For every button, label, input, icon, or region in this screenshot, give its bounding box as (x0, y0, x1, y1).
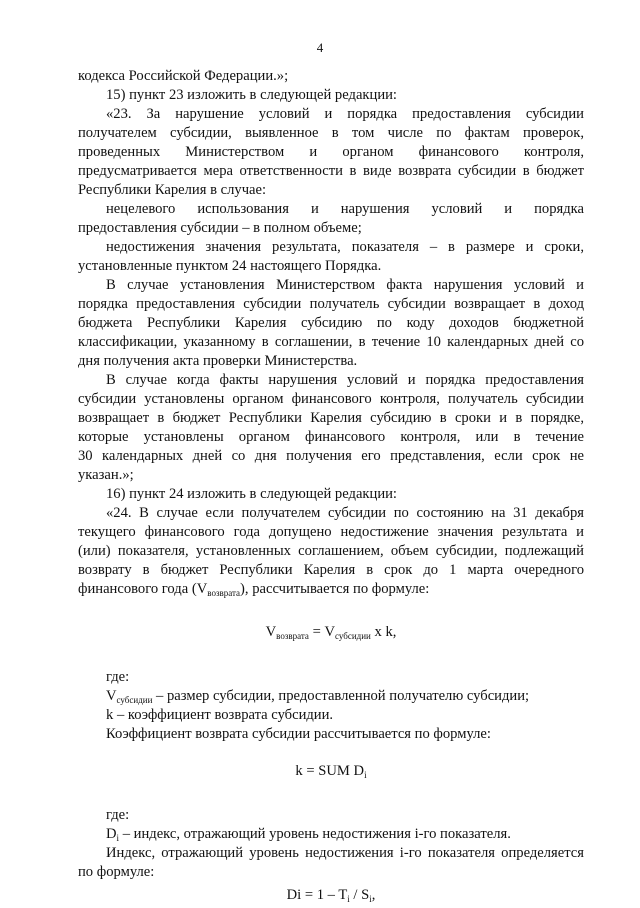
text-line: Республики Карелия в случае: (78, 182, 267, 198)
text-line: «24. В случае если получателем субсидии по состоянию на 31 декабря (106, 505, 584, 521)
text-line: «23. За нарушение условий и порядка предоставления субсидии (106, 106, 584, 122)
text-line: дня получения акта проверки Министерства. (78, 353, 358, 369)
formula-part: V (106, 688, 117, 704)
text-line: кодекса Российской Федерации.»; (78, 68, 289, 84)
text-line: указан.»; (78, 467, 134, 483)
subscript: i (364, 770, 367, 780)
text-line: проведенных Министерством и органом финансового контроля, (78, 144, 584, 160)
subscript: субсидии (335, 631, 371, 641)
text-line: Индекс, отражающий уровень недостижения i-го показателя определяется (106, 845, 584, 861)
subscript: i (347, 894, 350, 904)
text-line: недостижения значения результата, показателя – в размере и сроки, (106, 239, 584, 255)
text-line: В случае установления Министерством факта нарушения условий и (106, 277, 584, 293)
subscript: i (116, 833, 120, 843)
text-fragment: – размер субсидии, предоставленной получателю субсидии; (152, 688, 530, 704)
formula-part: k = SUM D (295, 763, 365, 779)
page-number: 4 (316, 40, 324, 55)
text-line: получателем субсидии, выявленное в том числе по фактам проверок, (78, 125, 584, 141)
text-line: по формуле: (78, 864, 155, 880)
subscript: i (369, 894, 372, 904)
formula-return-volume (78, 623, 584, 645)
subscript: возврата (207, 588, 241, 598)
formula-part: V (265, 624, 277, 640)
formula-part: Di = 1 – T (286, 887, 348, 903)
text-line: субсидии установлены органом финансового контроля, получатель субсидии (78, 391, 584, 407)
text-fragment: ), рассчитывается по формуле: (240, 581, 430, 597)
text-line: предоставления субсидии – в полном объеме; (78, 220, 362, 236)
text-line: установленные пунктом 24 настоящего Порядка. (78, 258, 382, 274)
text-line: где: (106, 807, 130, 823)
formula-part: x k, (370, 624, 397, 640)
subscript: субсидии (116, 695, 153, 705)
text-line: 16) пункт 24 изложить в следующей редакции: (106, 486, 397, 502)
text-line: которые установлены органом финансового контроля, или в течение (78, 429, 584, 445)
text-fragment: – индекс, отражающий уровень недостижения i-го показателя. (119, 826, 511, 842)
formula-coefficient (78, 762, 584, 784)
text-line: В случае когда факты нарушения условий и порядка предоставления (106, 372, 584, 388)
text-line: (или) показателя, установленных соглашением, объем субсидии, подлежащий (78, 543, 584, 559)
text-line: порядка предоставления субсидии получатель субсидии возвращает в доход (78, 296, 584, 312)
text-line: бюджета Республики Карелия субсидию по коду доходов бюджетной (78, 315, 584, 331)
formula-part: = V (308, 624, 335, 640)
text-line: 30 календарных дней со дня получения его представления, если срок не (78, 448, 584, 464)
text-line: 15) пункт 23 изложить в следующей редакции: (106, 87, 397, 103)
text-line (78, 580, 584, 602)
text-line: предусматривается мера ответственности в виде возврата субсидии в бюджет (78, 163, 584, 179)
text-line: Коэффициент возврата субсидии рассчитывается по формуле: (106, 726, 491, 742)
text-line: классификации, указанному в соглашении, в течение 10 календарных дней со (78, 334, 584, 350)
text-line: возврату в бюджет Республики Карелия в срок до 1 марта очередного (78, 562, 584, 578)
text-line: текущего финансового года допущено недостижение значения результата и (78, 524, 584, 540)
subscript: возврата (276, 631, 309, 641)
formula-part: / S (349, 887, 370, 903)
formula-part: D (106, 826, 117, 842)
text-line: где: (106, 669, 130, 685)
text-line: k – коэффициент возврата субсидии. (106, 707, 334, 723)
text-line: возвращает в бюджет Республики Карелия субсидию в сроки и в порядке, (78, 410, 584, 426)
formula-part: , (371, 887, 376, 903)
text-line: нецелевого использования и нарушения условий и порядка (106, 201, 584, 217)
text-fragment: финансового года (V (78, 581, 208, 597)
